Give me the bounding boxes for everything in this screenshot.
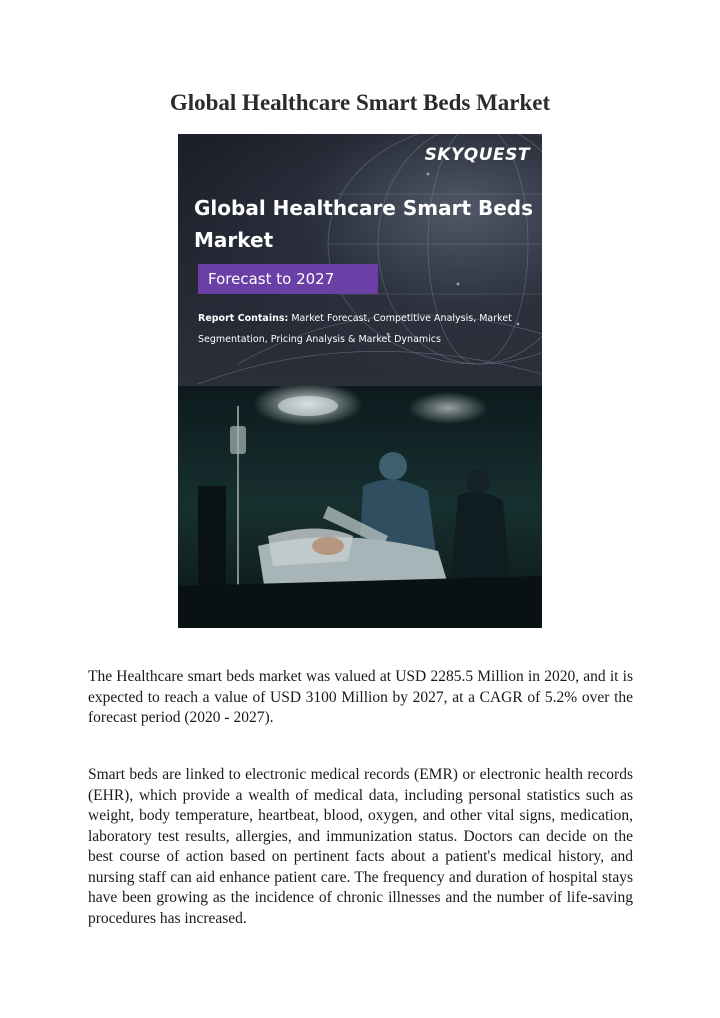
report-cover-image — [178, 134, 542, 628]
cover-header-panel — [178, 134, 542, 386]
report-contains-text-2: Segmentation, Pricing Analysis & Market Dynamics — [198, 334, 441, 345]
cover-title-line-2: Market — [194, 228, 274, 252]
report-contains-text-1: Market Forecast, Competitive Analysis, Market — [291, 313, 512, 324]
cover-title-line-1: Global Healthcare Smart Beds — [194, 196, 533, 220]
cover-title — [194, 192, 534, 256]
page-title: Global Healthcare Smart Beds Market — [169, 90, 551, 115]
brand-logo: SKYQUEST — [424, 145, 530, 165]
intro-paragraph: The Healthcare smart beds market was valued at USD 2285.5 Million in 2020, and it is expected to reach a value of USD 3100 Million by 2027, at a CAGR of 5.2% over the forecast period (2020 - 2027). — [88, 668, 633, 726]
body-paragraph: Smart beds are linked to electronic medical records (EMR) or electronic health records (EHR), which provide a wealth of medical data, including personal statistics such as weight, body temperature, heartbeat, blood, oxygen, and other vital signs, medication, laboratory test results, allergies, and immunization status. Doctors can decide on the best course of action based on pertinent facts about a patient's medical history, and nursing staff can aid enhance patient care. The frequency and duration of hospital stays have been growing as the incidence of chronic illnesses and the number of life-saving procedures has increased. — [88, 766, 633, 927]
operating-room-photo — [178, 386, 542, 628]
report-contains-label: Report Contains: — [198, 313, 289, 324]
report-contents-summary — [198, 308, 528, 350]
forecast-badge: Forecast to 2027 — [198, 264, 378, 294]
